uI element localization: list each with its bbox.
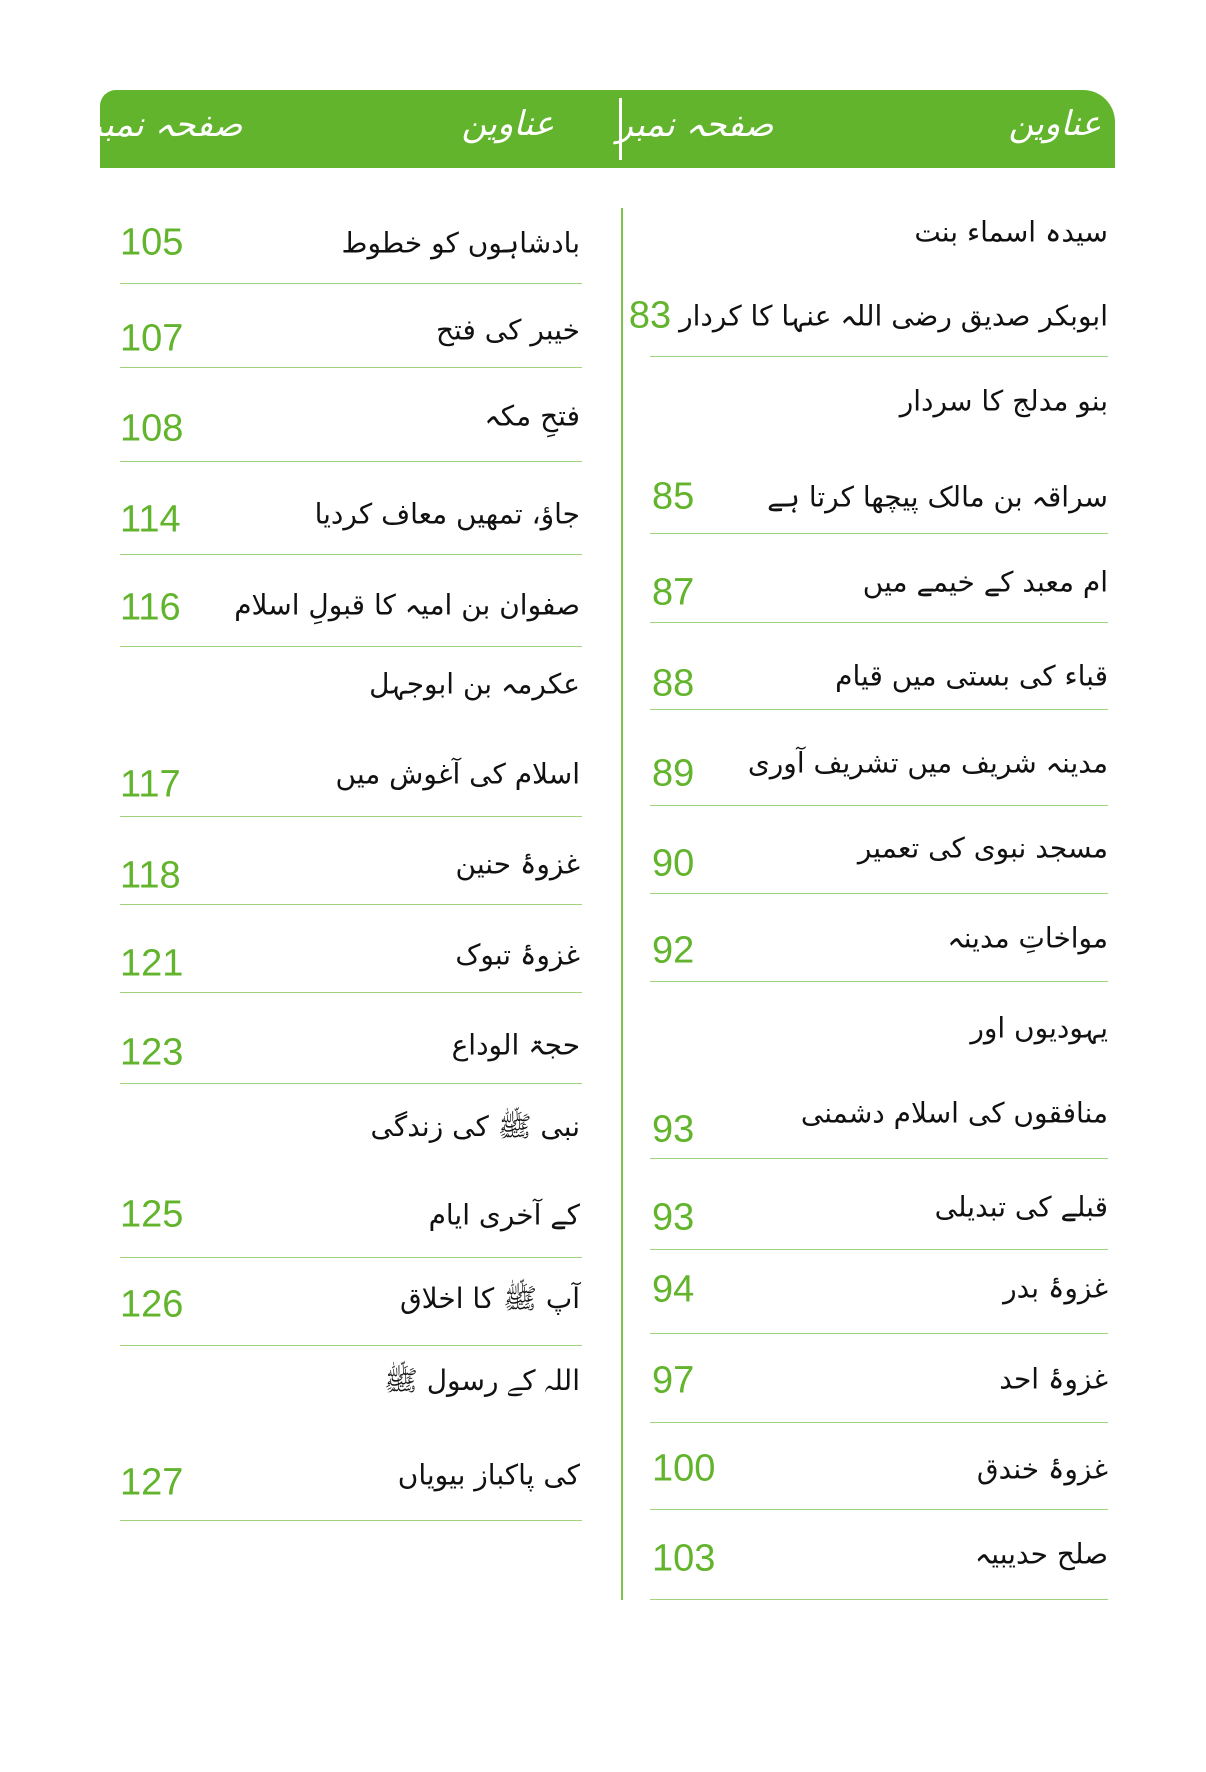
toc-entry-page-number: 100 <box>652 1447 716 1490</box>
toc-entry-title: اسلام کی آغوش میں <box>335 757 580 791</box>
toc-entry-title: اللہ کے رسول ﷺ <box>383 1364 580 1398</box>
toc-entry-title: صلح حدیبیہ <box>974 1537 1108 1571</box>
toc-entry-title: کے آخری ایام <box>428 1198 580 1232</box>
row-separator <box>120 1257 582 1258</box>
toc-entry-page-number: 105 <box>120 221 184 264</box>
toc-entry-page-number: 85 <box>652 475 695 518</box>
toc-entry-title: منافقوں کی اسلام دشمنی <box>800 1096 1108 1130</box>
header-titles-right: عناوین <box>1008 104 1102 144</box>
toc-entry-page-number: 94 <box>652 1268 695 1311</box>
toc-entry-title: خیبر کی فتح <box>435 313 580 347</box>
toc-entry-title: غزوۂ احد <box>999 1362 1108 1396</box>
toc-entry-page-number: 89 <box>652 752 695 795</box>
toc-entry-title: غزوۂ تبوک <box>455 938 580 972</box>
toc-entry-title: قبلے کی تبدیلی <box>934 1190 1108 1224</box>
toc-entry-page-number: 125 <box>120 1193 184 1236</box>
row-separator <box>120 1083 582 1084</box>
row-separator <box>120 367 582 368</box>
toc-entry-title: صفوان بن امیہ کا قبولِ اسلام <box>234 588 580 622</box>
toc-entry-title: مسجد نبوی کی تعمیر <box>857 831 1108 864</box>
toc-entry-page-number: 117 <box>120 763 181 806</box>
toc-entry-page-number: 88 <box>652 662 695 705</box>
toc-entry-page-number: 107 <box>120 317 184 360</box>
toc-entry-page-number: 90 <box>652 842 695 885</box>
row-separator <box>650 1249 1108 1250</box>
toc-entry-title: سراقہ بن مالک پیچھا کرتا ہے <box>767 480 1108 514</box>
row-separator <box>650 533 1108 534</box>
row-separator <box>650 709 1108 710</box>
row-separator <box>650 1158 1108 1159</box>
toc-entry-title: عکرمہ بن ابوجہل <box>369 667 580 701</box>
toc-entry-title: بادشاہوں کو خطوط <box>341 226 580 260</box>
toc-entry-title: بنو مدلج کا سردار <box>899 384 1108 418</box>
toc-entry-title: غزوۂ حنین <box>455 847 580 881</box>
row-separator <box>650 1509 1108 1510</box>
toc-entry-title: کی پاکباز بیویاں <box>397 1458 580 1492</box>
toc-entry-page-number: 92 <box>652 929 695 972</box>
row-separator <box>650 981 1108 982</box>
header-page-number-left: صفحہ نمبر <box>85 105 243 145</box>
toc-entry-page-number: 108 <box>120 407 184 450</box>
toc-entry-page-number: 103 <box>652 1537 716 1580</box>
toc-entry-page-number: 93 <box>652 1108 695 1151</box>
toc-entry-page-number: 123 <box>120 1031 184 1074</box>
row-separator <box>120 904 582 905</box>
row-separator <box>120 1345 582 1346</box>
toc-entry-title: مواخاتِ مدینہ <box>947 921 1108 955</box>
toc-entry-page-number: 97 <box>652 1359 695 1402</box>
row-separator <box>650 356 1108 357</box>
header-page-number-right: صفحہ نمبر <box>616 105 774 145</box>
row-separator <box>120 816 582 817</box>
toc-entry-title: نبی ﷺ کی زندگی <box>370 1110 580 1143</box>
row-separator <box>650 805 1108 806</box>
row-separator <box>650 1333 1108 1334</box>
toc-entry-page-number: 116 <box>120 586 181 629</box>
toc-entry-page-number: 114 <box>120 498 181 541</box>
toc-entry-title: ام معبد کے خیمے میں <box>862 565 1108 599</box>
toc-entry-title: سیدہ اسماء بنت <box>914 215 1108 249</box>
column-divider <box>621 208 623 1600</box>
toc-entry-title: حجۃ الوداع <box>451 1028 580 1062</box>
row-separator <box>120 1520 582 1521</box>
toc-entry-title: مدینہ شریف میں تشریف آوری <box>747 746 1108 780</box>
toc-entry-title: یہودیوں اور <box>970 1011 1108 1045</box>
toc-entry-page-number: 127 <box>120 1461 184 1504</box>
toc-entry-title: آپ ﷺ کا اخلاق <box>399 1281 580 1315</box>
table-header <box>85 90 1115 168</box>
toc-entry-title: ابوبکر صدیق رضی اللہ عنہا کا کردار <box>679 299 1108 333</box>
toc-entry-page-number: 83 <box>628 294 672 337</box>
toc-entry-title: قباء کی بستی میں قیام <box>835 659 1108 693</box>
row-separator <box>120 646 582 647</box>
row-separator <box>120 992 582 993</box>
row-separator <box>120 461 582 462</box>
toc-entry-page-number: 118 <box>120 854 181 897</box>
toc-entry-page-number: 126 <box>120 1283 184 1326</box>
row-separator <box>650 622 1108 623</box>
row-separator <box>650 1422 1108 1423</box>
toc-entry-page-number: 93 <box>652 1196 695 1239</box>
toc-entry-title: غزوۂ بدر <box>1003 1271 1108 1305</box>
header-titles-left: عناوین <box>461 104 555 144</box>
toc-entry-page-number: 121 <box>120 942 184 985</box>
row-separator <box>650 893 1108 894</box>
toc-entry-title: غزوۂ خندق <box>976 1452 1108 1486</box>
toc-entry-page-number: 87 <box>652 571 695 614</box>
row-separator <box>120 283 582 284</box>
toc-entry-title: جاؤ، تمھیں معاف کردیا <box>314 497 580 531</box>
toc-entry-title: فتحِ مکہ <box>484 399 580 433</box>
row-separator <box>120 554 582 555</box>
row-separator <box>650 1599 1108 1600</box>
